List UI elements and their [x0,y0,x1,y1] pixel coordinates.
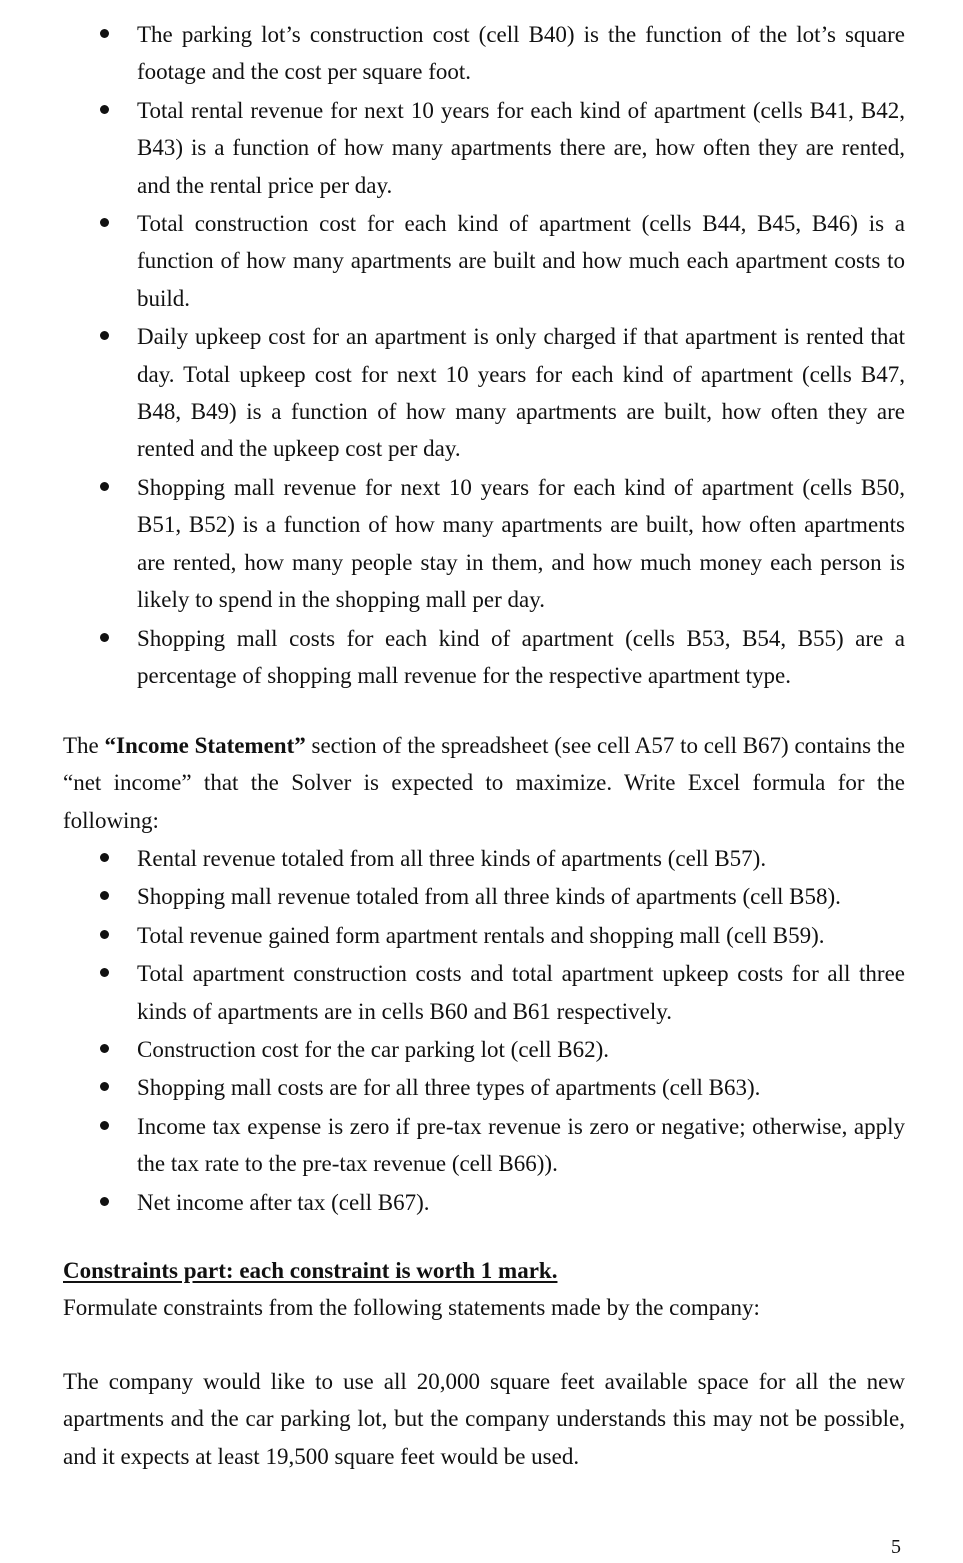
cost-revenue-bullet-list [137,16,905,695]
income-statement-intro [63,727,905,839]
list-item: Shopping mall costs for each kind of apartment (cells B53, B54, B55) are a percentage of shopping mall revenue for the respective apartment type. [137,620,905,695]
list-item: Income tax expense is zero if pre-tax revenue is zero or negative; otherwise, apply the tax rate to the pre-tax revenue (cell B66)). [137,1108,905,1183]
intro-text-before: The [63,733,105,758]
list-item: Net income after tax (cell B67). [137,1184,905,1221]
constraints-heading: Constraints part: each constraint is worth 1 mark. [63,1258,558,1283]
page-number: 5 [891,1536,901,1558]
list-item: Rental revenue totaled from all three kinds of apartments (cell B57). [137,840,905,877]
list-item: Daily upkeep cost for an apartment is only charged if that apartment is rented that day. Total upkeep cost for next 10 years for each kind of apartment (cells B47, B48, B49) is a function of how many apartments are built, how often they are rented and the upkeep cost per day. [137,318,905,468]
income-statement-bullet-list [137,840,905,1222]
list-item: Shopping mall costs are for all three types of apartments (cell B63). [137,1069,905,1106]
list-item: Shopping mall revenue for next 10 years for each kind of apartment (cells B50, B51, B52) is a function of how many apartments are built, how often apartments are rented, how many people stay in them, and how much money each person is likely to spend in the shopping mall per day. [137,469,905,619]
list-item: Total rental revenue for next 10 years for each kind of apartment (cells B41, B42, B43) is a function of how many apartments there are, how often they are rented, and the rental price per day. [137,92,905,204]
list-item: Construction cost for the car parking lot (cell B62). [137,1031,905,1068]
list-item: Total revenue gained form apartment rentals and shopping mall (cell B59). [137,917,905,954]
list-item: Total apartment construction costs and total apartment upkeep costs for all three kinds of apartments are in cells B60 and B61 respectively. [137,955,905,1030]
constraints-instruction: Formulate constraints from the following statements made by the company: [63,1295,760,1320]
income-statement-term: “Income Statement” [104,733,306,758]
list-item: Total construction cost for each kind of apartment (cells B44, B45, B46) is a function of how many apartments are built and how much each apartment costs to build. [137,205,905,317]
intro-text-after: section of the spreadsheet (see cell A57 to cell B67) contains the “net income” that the Solver is expected to maximize. Write Excel formula for the following: [63,733,905,833]
list-item: The parking lot’s construction cost (cell B40) is the function of the lot’s square footage and the cost per square foot. [137,16,905,91]
list-item: Shopping mall revenue totaled from all three kinds of apartments (cell B58). [137,878,905,915]
space-constraint-statement: The company would like to use all 20,000 square feet available space for all the new apartments and the car parking lot, but the company understands this may not be possible, and it expects at least 19,500 square feet would be used. [63,1369,905,1469]
